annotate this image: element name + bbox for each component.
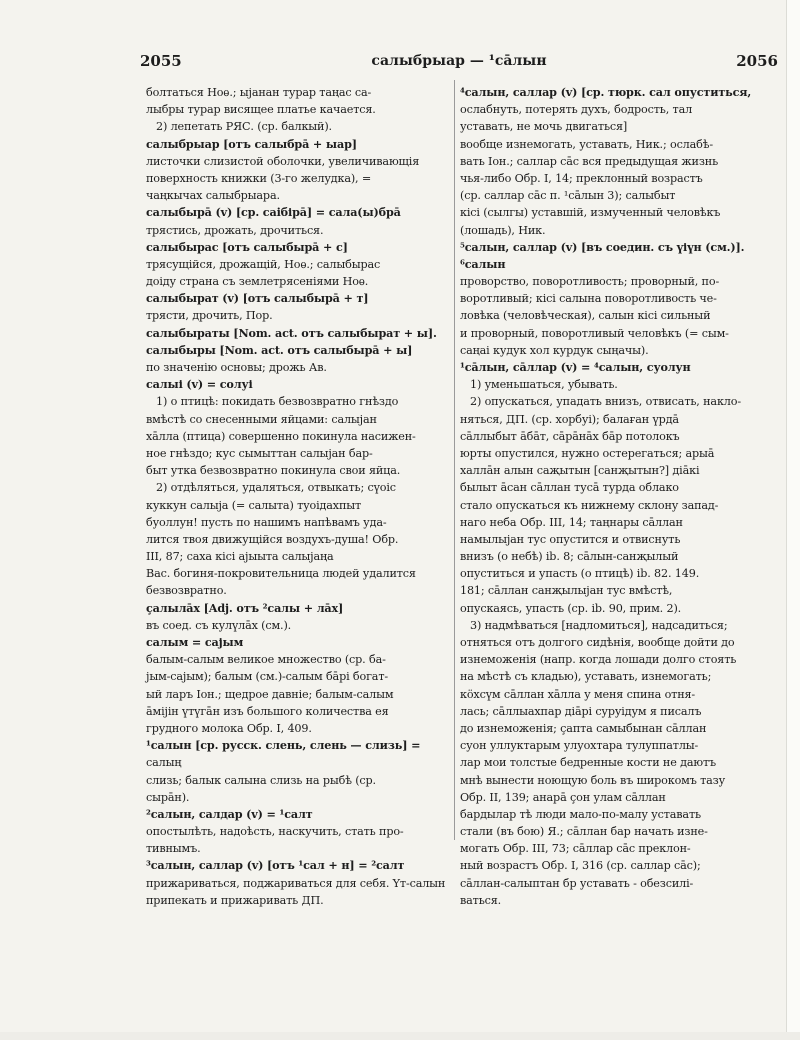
text-line: грудного молока Обр. I, 409.	[146, 721, 312, 735]
text-line: салыбыраты [Nom. act. отъ салыбырат + ы].	[146, 325, 437, 340]
text-line: припекать и прижаривать ДП.	[146, 893, 324, 907]
text-line: сāллан-салыптан бр уставать - обезсилі-	[460, 876, 694, 890]
page-header	[140, 52, 778, 74]
text-line: 1) уменьшаться, убывать.	[470, 378, 618, 392]
text-line: салыбыры [Nom. act. отъ салыбырā + ы]	[146, 342, 413, 357]
text-line: доіду страна съ землетрясеніями Ноѳ.	[146, 275, 369, 289]
text-line: ослабнуть, потерять духъ, бодрость, тал	[460, 103, 693, 117]
column-divider	[454, 80, 455, 840]
text-line: 2) лепетать РЯС. (ср. балкый).	[156, 120, 332, 134]
text-line: салыі (v) = солуі	[146, 377, 253, 392]
text-line: наго неба Обр. III, 14; таңнары сāллан	[460, 515, 683, 529]
text-line: салыбырас [отъ салыбырā + с]	[146, 239, 348, 254]
text-line: поверхность книжки (3-го желудка), =	[146, 171, 372, 185]
text-line: юрты опустился, нужно остерегаться; арыā	[460, 446, 715, 460]
text-line: трясти, дрочить, Пор.	[146, 309, 273, 323]
running-title: салыбрыар — ¹сāлын	[371, 53, 547, 69]
text-line: могать Обр. III, 73; сāллар сāс преклон-	[460, 842, 691, 856]
text-line: вмѣстѣ со снесенными яйцами: салыјан	[146, 412, 377, 426]
text-line: бардылар тѣ люди мало-по-малу уставать	[460, 807, 701, 821]
text-line: салыбырā (v) [ср. саiбірā] = сала(ы)брā	[146, 205, 401, 220]
text-line: сырāн).	[146, 790, 190, 804]
text-line: стало опускаться къ нижнему склону запад-	[460, 498, 719, 512]
text-line: няться, ДП. (ср. хорбуі); балаған үрдā	[460, 412, 679, 426]
text-line: въ соед. съ кулүлāх (см.).	[146, 618, 292, 632]
text-line: былыт āсан сāллан тусā турда облако	[460, 481, 679, 495]
text-line: хāлла (птица) совершенно покинула насижен-	[146, 429, 416, 443]
scan-right-edge	[786, 0, 800, 1040]
text-line: кісі (сылгы) уставшій, измученный человѣкъ	[460, 206, 721, 220]
text-line: III, 87; саха кісі ајыыта салыјаңа	[146, 550, 334, 564]
text-line: чья-либо Обр. I, 14; преклонный возрастъ	[460, 171, 703, 185]
text-line: опускаясь, упасть (ср. ib. 90, прим. 2).	[460, 601, 682, 615]
text-line: вать Іон.; саллар сāс вся предыдущая жизнь	[460, 154, 719, 168]
text-line: 3) надмѣваться [надломиться], надсадиться;	[470, 618, 728, 632]
text-line: куккун салыја (= салыта) туоідахпыт	[146, 498, 362, 512]
page-number-left: 2055	[140, 52, 182, 70]
text-line: стали (въ бою) Я.; сāллан бар начать изне-	[460, 825, 708, 839]
text-line: болтаться Ноѳ.; ыјанан турар таңас са-	[146, 86, 372, 99]
text-line: јым-сајым); балым (см.)-салым бāрі богат-	[146, 670, 388, 684]
text-line: прижариваться, поджариваться для себя. Үт-салын	[146, 876, 446, 890]
text-line: ый ларъ Іон.; щедрое давніе; балым-салым	[146, 687, 394, 701]
text-line: опуститься и упасть (о птицѣ) ib. 82. 149.	[460, 567, 700, 581]
text-line: ловѣка (человѣческая), салын кісі сильный	[460, 309, 711, 323]
text-line: уставать, не мочь двигаться]	[460, 120, 628, 134]
text-line: безвозвратно.	[146, 584, 227, 598]
text-line: трясущійся, дрожащій, Ноѳ.; салыбырас	[146, 257, 381, 271]
text-line: ³салын, саллар (v) [отъ ¹сал + н] = ²салт	[146, 858, 405, 873]
text-line: (лошадь), Ник.	[460, 223, 546, 237]
text-line: салыбрыар [отъ салыбрā + ыар]	[146, 136, 357, 151]
text-line: на мѣстѣ съ кладью), уставать, изнемогать;	[460, 670, 712, 684]
scan-bottom-edge	[0, 1032, 800, 1040]
text-line: ҫалылāх [Adj. отъ ²салы + лāх]	[146, 600, 344, 615]
text-line: и проворный, поворотливый человѣкъ (= сым-	[460, 326, 729, 340]
text-line: до изнеможенія; ҫапта самыбынан сāллан	[460, 721, 707, 735]
text-line: 181; сāллан санҗылыјан тус вмѣстѣ,	[460, 584, 673, 598]
text-line: 2) опускаться, упадать внизъ, отвисать, накло-	[470, 395, 741, 409]
text-line: суон уллуктарым улуохтара тулуппатлы-	[460, 739, 699, 753]
text-line: ¹салын [ср. русск. слень, слень — слизь] =	[146, 738, 421, 753]
text-line: листочки слизистой оболочки, увеличивающія	[146, 154, 420, 168]
text-line: āмiјін үтүгāн изъ большого количества ея	[146, 704, 389, 718]
right-column	[460, 84, 774, 909]
text-line: вообще изнемогать, уставать, Ник.; ослабѣ-	[460, 137, 713, 151]
page-number-right: 2056	[736, 52, 778, 70]
text-line: халлāн алын саҗытын [санҗытын?] дiāкі	[460, 464, 700, 478]
text-line: изнеможенія (напр. когда лошади долго стоять	[460, 653, 737, 667]
text-line: ²салын, салдар (v) = ¹салт	[146, 806, 313, 821]
text-line: проворство, поворотливость; проворный, по-	[460, 275, 720, 289]
text-line: Вас. богиня-покровительница людей удалится	[146, 567, 416, 581]
text-line: лась; сāллыахпар дiāрі суруідум я писалъ	[460, 704, 702, 718]
text-line: слизь; балык салына слизь на рыбѣ (ср.	[146, 773, 376, 787]
text-line: намылыјан тус опустится и отвиснуть	[460, 532, 681, 546]
text-line: буоллун! пусть по нашимъ напѣвамъ уда-	[146, 515, 387, 529]
text-line: по значенію основы; дрожь Ав.	[146, 361, 327, 374]
text-line: ный возрастъ Обр. I, 316 (ср. саллар сāс);	[460, 859, 701, 873]
text-line: сāллыбыт āбāт, сāрāнāх бāр потолокъ	[460, 429, 680, 443]
text-line: опостылѣть, надоѣсть, наскучить, стать про-	[146, 825, 404, 839]
text-line: салыбырат (v) [отъ салыбырā + т]	[146, 291, 369, 306]
text-line: Обр. II, 139; анарā ҫон улам сāллан	[460, 790, 666, 804]
text-line: трястись, дрожать, дрочиться.	[146, 223, 324, 237]
text-line: балым-салым великое множество (ср. ба-	[146, 653, 386, 667]
text-line: ваться.	[460, 893, 502, 907]
text-line: лится твоя движущійся воздухъ-душа! Обр.	[146, 532, 399, 546]
text-line: чаңкычах салыбрыара.	[146, 189, 280, 203]
text-line: ¹сāлын, сāллар (v) = ⁴салын, суолун	[460, 360, 691, 374]
text-line: ⁴салын, саллар (v) [ср. тюрк. сал опуститься,	[460, 85, 752, 99]
text-line: тивнымъ.	[146, 842, 201, 856]
text-line: ⁵салын, саллар (v) [въ соедин. съ үіүн (см.)].	[460, 239, 745, 254]
text-line: мнѣ вынести ноющую боль въ широкомъ тазу	[460, 773, 726, 787]
text-line: салың	[146, 756, 182, 770]
text-line: 1) о птицѣ: покидать безвозвратно гнѣздо	[156, 395, 399, 409]
text-line: ное гнѣздо; кус сымыттан салыјан бар-	[146, 446, 373, 460]
text-line: лыбры турар висящее платье качается.	[146, 103, 376, 117]
text-line: (ср. саллар сāс п. ¹сāлын 3); салыбыт	[460, 189, 676, 203]
text-line: ⁶салын	[460, 256, 506, 271]
text-line: лар мои толстые бедренные кости не даютъ	[460, 756, 716, 770]
text-line: внизъ (о небѣ) ib. 8; сāлын-санҗылый	[460, 550, 679, 564]
text-line: быт утка безвозвратно покинула свои яйца.	[146, 464, 401, 478]
text-line: саңаі кудук хол курдук сыңачы).	[460, 343, 649, 357]
text-line: воротливый; кісі салына поворотливость че-	[460, 292, 717, 306]
text-line: отняться отъ долгого сидѣнія, вообще дойти до	[460, 636, 735, 649]
text-line: 2) отдѣляться, удаляться, отвыкать; сүоіс	[156, 481, 396, 495]
text-line: салым = сајым	[146, 635, 244, 649]
left-column	[146, 84, 448, 909]
text-line: кöхсүм сāллан хāлла у меня спина отня-	[460, 687, 696, 701]
